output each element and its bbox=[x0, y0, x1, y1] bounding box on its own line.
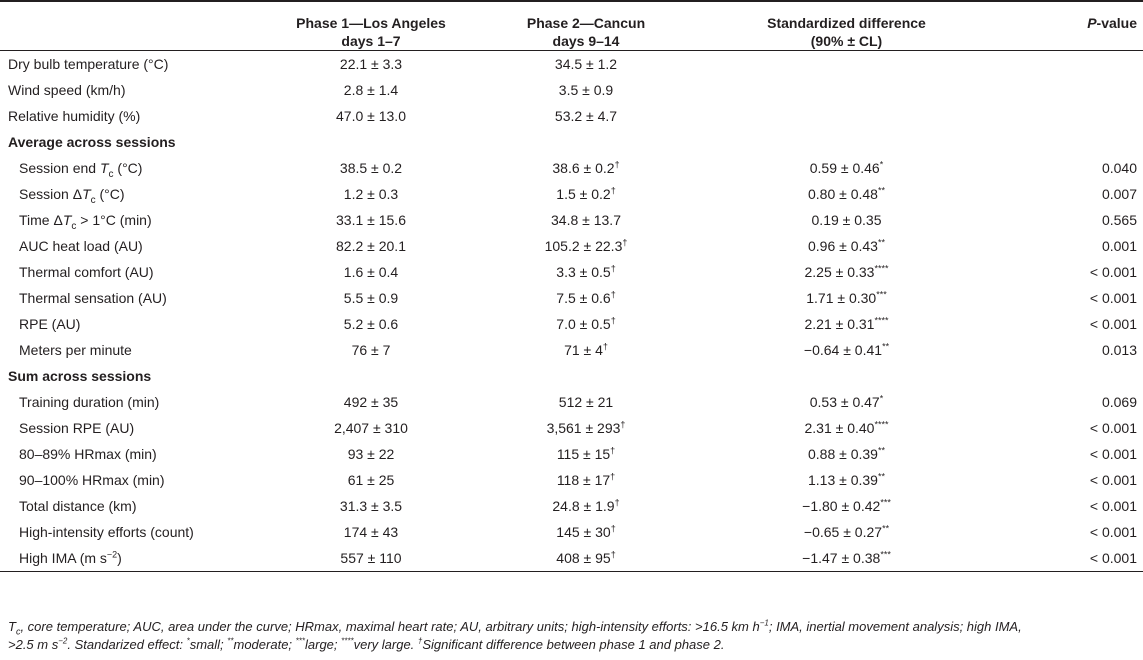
effect-size-mark: ** bbox=[877, 237, 885, 248]
phase2-value-text: 408 ± 95 bbox=[556, 550, 611, 566]
row-label bbox=[0, 77, 263, 103]
pvalue-text: < 0.001 bbox=[1089, 498, 1137, 514]
pvalue-text: 0.040 bbox=[1101, 160, 1137, 176]
significance-dagger: † bbox=[622, 237, 628, 248]
phase1-value bbox=[263, 259, 479, 285]
pvalue bbox=[1000, 337, 1143, 363]
pvalue-text: 0.007 bbox=[1101, 186, 1137, 202]
stddiff-value-text: 1.13 ± 0.39 bbox=[808, 472, 878, 488]
row-label-text: 80–89% HRmax (min) bbox=[19, 446, 157, 462]
pvalue bbox=[1000, 311, 1143, 337]
effect-size-mark: *** bbox=[880, 549, 891, 560]
row-label-text: Thermal sensation (AU) bbox=[19, 290, 167, 306]
table-row bbox=[0, 207, 1143, 233]
pvalue bbox=[1000, 389, 1143, 415]
phase2-value-text: 105.2 ± 22.3 bbox=[544, 238, 623, 254]
stddiff-value bbox=[693, 311, 1000, 337]
table-header bbox=[0, 1, 1143, 51]
section-heading-text: Sum across sessions bbox=[8, 368, 152, 384]
fn-tvar: T bbox=[8, 619, 16, 634]
header-phase1-line1: Phase 1—Los Angeles bbox=[296, 15, 446, 31]
stddiff-value bbox=[693, 493, 1000, 519]
table-row bbox=[0, 415, 1143, 441]
stddiff-value-text: 0.88 ± 0.39 bbox=[808, 446, 878, 462]
effect-size-mark: * bbox=[879, 159, 884, 170]
pvalue bbox=[1000, 77, 1143, 103]
phase2-value-text: 512 ± 21 bbox=[558, 394, 614, 410]
table-row bbox=[0, 103, 1143, 129]
pvalue-text: 0.565 bbox=[1101, 212, 1137, 228]
stddiff-value bbox=[693, 155, 1000, 181]
stddiff-value-text: 0.59 ± 0.46 bbox=[809, 160, 880, 176]
fn-large: large; bbox=[305, 637, 342, 652]
pvalue bbox=[1000, 207, 1143, 233]
phase2-value bbox=[479, 493, 693, 519]
header-stddiff-line2: (90% ± CL) bbox=[810, 33, 883, 49]
stddiff-value-text: 0.19 ± 0.35 bbox=[811, 212, 882, 228]
phase1-value-text: 22.1 ± 3.3 bbox=[339, 56, 403, 72]
significance-dagger: † bbox=[614, 159, 620, 170]
stddiff-value bbox=[693, 545, 1000, 572]
significance-dagger: † bbox=[620, 419, 626, 430]
fn-mark-moderate: ** bbox=[227, 636, 234, 646]
stddiff-value bbox=[693, 259, 1000, 285]
row-label-text: High-intensity efforts (count) bbox=[19, 524, 194, 540]
phase2-value-text: 71 ± 4 bbox=[564, 342, 603, 358]
row-label-text: Total distance (km) bbox=[19, 498, 137, 514]
pvalue bbox=[1000, 103, 1143, 129]
section-heading bbox=[0, 363, 1143, 389]
pvalue-text: < 0.001 bbox=[1089, 550, 1137, 566]
table-row bbox=[0, 51, 1143, 78]
fn-mark-dagger: † bbox=[417, 636, 423, 646]
header-pvalue-p: P bbox=[1087, 15, 1097, 31]
table-row bbox=[0, 519, 1143, 545]
section-heading bbox=[0, 129, 1143, 155]
significance-dagger: † bbox=[610, 523, 616, 534]
phase2-value bbox=[479, 519, 693, 545]
phase2-value-text: 1.5 ± 0.2 bbox=[556, 186, 611, 202]
effect-size-mark: *** bbox=[880, 497, 891, 508]
pvalue bbox=[1000, 155, 1143, 181]
phase1-value-text: 5.5 ± 0.9 bbox=[343, 290, 399, 306]
row-label-sub: c bbox=[90, 194, 96, 206]
phase2-value bbox=[479, 259, 693, 285]
phase1-value bbox=[263, 155, 479, 181]
header-pvalue-rest: -value bbox=[1096, 15, 1137, 31]
table-row bbox=[0, 337, 1143, 363]
row-label bbox=[0, 493, 263, 519]
row-label bbox=[0, 51, 263, 78]
section-average-row bbox=[0, 129, 1143, 155]
phase1-value bbox=[263, 285, 479, 311]
row-label-sup: −2 bbox=[106, 549, 118, 560]
stddiff-value bbox=[693, 207, 1000, 233]
phase1-value bbox=[263, 415, 479, 441]
row-label-text: Meters per minute bbox=[19, 342, 132, 358]
stddiff-value bbox=[693, 103, 1000, 129]
stddiff-value-text: 0.96 ± 0.43 bbox=[808, 238, 878, 254]
fn-tsub: c bbox=[15, 626, 21, 637]
stddiff-value bbox=[693, 441, 1000, 467]
phase2-value bbox=[479, 311, 693, 337]
stddiff-value-text: 0.53 ± 0.47 bbox=[809, 394, 880, 410]
pvalue-text: 0.069 bbox=[1101, 394, 1137, 410]
phase2-value bbox=[479, 415, 693, 441]
row-label bbox=[0, 233, 263, 259]
fn-part3: >2.5 m s bbox=[8, 637, 59, 652]
phase1-value bbox=[263, 467, 479, 493]
significance-dagger: † bbox=[610, 445, 616, 456]
phase1-value bbox=[263, 77, 479, 103]
row-label-text: Relative humidity (%) bbox=[8, 108, 141, 124]
effect-size-mark: ** bbox=[877, 185, 885, 196]
row-label-var: T bbox=[82, 186, 91, 202]
header-phase2-line1: Phase 2—Cancun bbox=[526, 15, 646, 31]
effect-size-mark: * bbox=[879, 393, 884, 404]
phase1-value-text: 31.3 ± 3.5 bbox=[339, 498, 403, 514]
phase2-value bbox=[479, 467, 693, 493]
effect-size-mark: **** bbox=[874, 315, 889, 326]
phase2-value-text: 7.0 ± 0.5 bbox=[556, 316, 611, 332]
pvalue bbox=[1000, 441, 1143, 467]
phase1-value bbox=[263, 337, 479, 363]
header-stddiff bbox=[693, 1, 1000, 51]
stddiff-value-text: 2.31 ± 0.40 bbox=[804, 420, 875, 436]
phase1-value bbox=[263, 311, 479, 337]
phase1-value-text: 557 ± 110 bbox=[340, 550, 402, 566]
phase1-value bbox=[263, 233, 479, 259]
row-label-text: Thermal comfort (AU) bbox=[19, 264, 154, 280]
table-row bbox=[0, 181, 1143, 207]
phase2-value-text: 3,561 ± 293 bbox=[546, 420, 621, 436]
row-label-text: High IMA (m s bbox=[19, 550, 107, 566]
row-label bbox=[0, 155, 263, 181]
phase1-value-text: 47.0 ± 13.0 bbox=[336, 108, 406, 124]
phase2-value-text: 34.5 ± 1.2 bbox=[554, 56, 618, 72]
phase2-value bbox=[479, 389, 693, 415]
phase2-value bbox=[479, 51, 693, 78]
significance-dagger: † bbox=[602, 341, 608, 352]
row-label-sub: c bbox=[71, 220, 77, 232]
stddiff-value bbox=[693, 467, 1000, 493]
phase2-value-text: 7.5 ± 0.6 bbox=[556, 290, 611, 306]
pvalue-text: 0.013 bbox=[1101, 342, 1137, 358]
pvalue bbox=[1000, 285, 1143, 311]
pvalue-text: < 0.001 bbox=[1089, 472, 1137, 488]
row-label bbox=[0, 259, 263, 285]
significance-dagger: † bbox=[610, 289, 616, 300]
effect-size-mark: *** bbox=[876, 289, 887, 300]
phase2-value-text: 34.8 ± 13.7 bbox=[551, 212, 621, 228]
header-empty bbox=[0, 1, 263, 51]
phase1-value bbox=[263, 181, 479, 207]
phase1-value bbox=[263, 441, 479, 467]
significance-dagger: † bbox=[610, 471, 616, 482]
phase2-value bbox=[479, 103, 693, 129]
table-body bbox=[0, 51, 1143, 572]
stddiff-value bbox=[693, 389, 1000, 415]
row-label bbox=[0, 337, 263, 363]
effect-size-mark: ** bbox=[882, 523, 890, 534]
phase1-value bbox=[263, 389, 479, 415]
pvalue-text: < 0.001 bbox=[1089, 264, 1137, 280]
phase1-value-text: 492 ± 35 bbox=[343, 394, 399, 410]
row-label bbox=[0, 415, 263, 441]
phase1-value bbox=[263, 207, 479, 233]
phase1-value-text: 1.2 ± 0.3 bbox=[343, 186, 399, 202]
row-label-text: RPE (AU) bbox=[19, 316, 81, 332]
phase1-value-text: 174 ± 43 bbox=[343, 524, 399, 540]
row-label-sub: c bbox=[108, 168, 114, 180]
phase2-value-text: 115 ± 15 bbox=[556, 446, 611, 462]
table-row bbox=[0, 441, 1143, 467]
phase2-value bbox=[479, 285, 693, 311]
effect-size-mark: ** bbox=[877, 445, 885, 456]
row-label-post: (°C) bbox=[95, 186, 125, 202]
phase1-value-text: 82.2 ± 20.1 bbox=[336, 238, 406, 254]
effect-size-mark: **** bbox=[874, 263, 889, 274]
phase1-value bbox=[263, 519, 479, 545]
stddiff-value bbox=[693, 233, 1000, 259]
row-label-text: Session end bbox=[19, 160, 100, 176]
section-sum-row bbox=[0, 363, 1143, 389]
stddiff-value-text: −0.64 ± 0.41 bbox=[803, 342, 883, 358]
phase1-value-text: 93 ± 22 bbox=[347, 446, 395, 462]
phase2-value bbox=[479, 181, 693, 207]
pvalue-text: 0.001 bbox=[1101, 238, 1137, 254]
row-label-text: Session RPE (AU) bbox=[19, 420, 135, 436]
phase2-value bbox=[479, 155, 693, 181]
stddiff-value bbox=[693, 77, 1000, 103]
phase2-value bbox=[479, 77, 693, 103]
stddiff-value bbox=[693, 51, 1000, 78]
table-row bbox=[0, 467, 1143, 493]
significance-dagger: † bbox=[610, 263, 616, 274]
stddiff-value-text: 0.80 ± 0.48 bbox=[808, 186, 878, 202]
row-label-text: Dry bulb temperature (°C) bbox=[8, 56, 169, 72]
row-label bbox=[0, 467, 263, 493]
table-row bbox=[0, 155, 1143, 181]
pvalue bbox=[1000, 415, 1143, 441]
row-label-text: Wind speed (km/h) bbox=[8, 82, 126, 98]
table-row bbox=[0, 259, 1143, 285]
fn-sup2: −2 bbox=[58, 636, 68, 646]
header-phase1 bbox=[263, 1, 479, 51]
stddiff-value bbox=[693, 337, 1000, 363]
pvalue bbox=[1000, 493, 1143, 519]
fn-sup1: −1 bbox=[759, 618, 769, 628]
significance-dagger: † bbox=[610, 185, 616, 196]
phase2-value-text: 24.8 ± 1.9 bbox=[552, 498, 615, 514]
table-row bbox=[0, 389, 1143, 415]
stddiff-value-text: −0.65 ± 0.27 bbox=[803, 524, 883, 540]
phase2-value-text: 145 ± 30 bbox=[556, 524, 611, 540]
pvalue bbox=[1000, 467, 1143, 493]
row-label-text: Training duration (min) bbox=[19, 394, 160, 410]
pvalue bbox=[1000, 181, 1143, 207]
table-row bbox=[0, 285, 1143, 311]
phase2-value bbox=[479, 337, 693, 363]
pvalue bbox=[1000, 51, 1143, 78]
pvalue-text: < 0.001 bbox=[1089, 420, 1137, 436]
table-row bbox=[0, 545, 1143, 572]
table-row bbox=[0, 77, 1143, 103]
table-row bbox=[0, 233, 1143, 259]
fn-part2: ; IMA, inertial movement analysis; high IMA, bbox=[768, 619, 1022, 634]
row-label bbox=[0, 181, 263, 207]
phase1-value bbox=[263, 103, 479, 129]
row-label bbox=[0, 519, 263, 545]
phase1-value bbox=[263, 493, 479, 519]
row-label bbox=[0, 103, 263, 129]
phase2-value bbox=[479, 207, 693, 233]
phase2-value bbox=[479, 441, 693, 467]
pvalue-text: < 0.001 bbox=[1089, 524, 1137, 540]
phase2-value-text: 118 ± 17 bbox=[556, 472, 611, 488]
pvalue bbox=[1000, 519, 1143, 545]
phase1-value-text: 76 ± 7 bbox=[351, 342, 391, 358]
stddiff-value-text: 2.25 ± 0.33 bbox=[804, 264, 875, 280]
effect-size-mark: **** bbox=[874, 419, 889, 430]
phase1-value bbox=[263, 545, 479, 572]
header-phase1-line2: days 1–7 bbox=[341, 33, 401, 49]
significance-dagger: † bbox=[614, 497, 620, 508]
fn-part4: . Standarized effect: bbox=[67, 637, 187, 652]
fn-mark-large: *** bbox=[295, 636, 305, 646]
stddiff-value bbox=[693, 285, 1000, 311]
phase2-value-text: 53.2 ± 4.7 bbox=[554, 108, 618, 124]
row-label-var: T bbox=[62, 212, 72, 228]
row-label-text: 90–100% HRmax (min) bbox=[19, 472, 165, 488]
pvalue-text: < 0.001 bbox=[1089, 316, 1137, 332]
effect-size-mark: ** bbox=[877, 471, 885, 482]
fn-verylarge: very large. bbox=[353, 637, 418, 652]
fn-small: small; bbox=[189, 637, 228, 652]
significance-dagger: † bbox=[610, 315, 616, 326]
header-phase2 bbox=[479, 1, 693, 51]
table-row bbox=[0, 493, 1143, 519]
row-label-var: T bbox=[99, 160, 109, 176]
fn-part1: , core temperature; AUC, area under the curve; HRmax, maximal heart rate; AU, arbitrary units; high-intensity efforts: >16.5 km h bbox=[20, 619, 760, 634]
phase1-value-text: 38.5 ± 0.2 bbox=[339, 160, 403, 176]
phase2-value-text: 3.5 ± 0.9 bbox=[558, 82, 614, 98]
table-footnote bbox=[8, 618, 1138, 654]
row-label-text: AUC heat load (AU) bbox=[19, 238, 143, 254]
stddiff-value-text: −1.80 ± 0.42 bbox=[802, 498, 881, 514]
stddiff-value-text: 2.21 ± 0.31 bbox=[804, 316, 875, 332]
fn-moderate: moderate; bbox=[233, 637, 296, 652]
row-label bbox=[0, 311, 263, 337]
header-phase2-line2: days 9–14 bbox=[552, 33, 620, 49]
row-label bbox=[0, 285, 263, 311]
stddiff-value bbox=[693, 415, 1000, 441]
effect-size-mark: ** bbox=[882, 341, 890, 352]
pvalue-text: < 0.001 bbox=[1089, 290, 1137, 306]
pvalue bbox=[1000, 545, 1143, 572]
pvalue bbox=[1000, 233, 1143, 259]
row-label bbox=[0, 207, 263, 233]
pvalue-text: < 0.001 bbox=[1089, 446, 1137, 462]
phase1-value-text: 33.1 ± 15.6 bbox=[336, 212, 406, 228]
row-label bbox=[0, 545, 263, 572]
fn-mark-verylarge: **** bbox=[341, 636, 354, 646]
phase1-value bbox=[263, 51, 479, 78]
phase1-value-text: 2.8 ± 1.4 bbox=[343, 82, 399, 98]
row-label-text: Time Δ bbox=[19, 212, 63, 228]
row-label-post: ) bbox=[117, 550, 122, 566]
significance-dagger: † bbox=[610, 549, 616, 560]
phase2-value-text: 3.3 ± 0.5 bbox=[556, 264, 611, 280]
phase2-value-text: 38.6 ± 0.2 bbox=[552, 160, 615, 176]
row-label-post: (°C) bbox=[113, 160, 143, 176]
fn-dagger: Significant difference between phase 1 and phase 2. bbox=[422, 637, 725, 652]
phase2-value bbox=[479, 545, 693, 572]
stddiff-value bbox=[693, 181, 1000, 207]
header-stddiff-line1: Standardized difference bbox=[767, 15, 926, 31]
row-label bbox=[0, 441, 263, 467]
row-label bbox=[0, 389, 263, 415]
stddiff-value bbox=[693, 519, 1000, 545]
phase1-value-text: 1.6 ± 0.4 bbox=[343, 264, 399, 280]
stddiff-value-text: −1.47 ± 0.38 bbox=[802, 550, 881, 566]
phase1-value-text: 5.2 ± 0.6 bbox=[343, 316, 399, 332]
table-row bbox=[0, 311, 1143, 337]
stddiff-value-text: 1.71 ± 0.30 bbox=[806, 290, 877, 306]
row-label-text: Session Δ bbox=[19, 186, 83, 202]
section-heading-text: Average across sessions bbox=[8, 134, 176, 150]
fn-mark-small: * bbox=[186, 636, 190, 646]
phase1-value-text: 61 ± 25 bbox=[347, 472, 395, 488]
phase1-value-text: 2,407 ± 310 bbox=[334, 420, 408, 436]
pvalue bbox=[1000, 259, 1143, 285]
phase2-value bbox=[479, 233, 693, 259]
header-pvalue bbox=[1000, 1, 1143, 51]
row-label-post: > 1°C (min) bbox=[76, 212, 152, 228]
